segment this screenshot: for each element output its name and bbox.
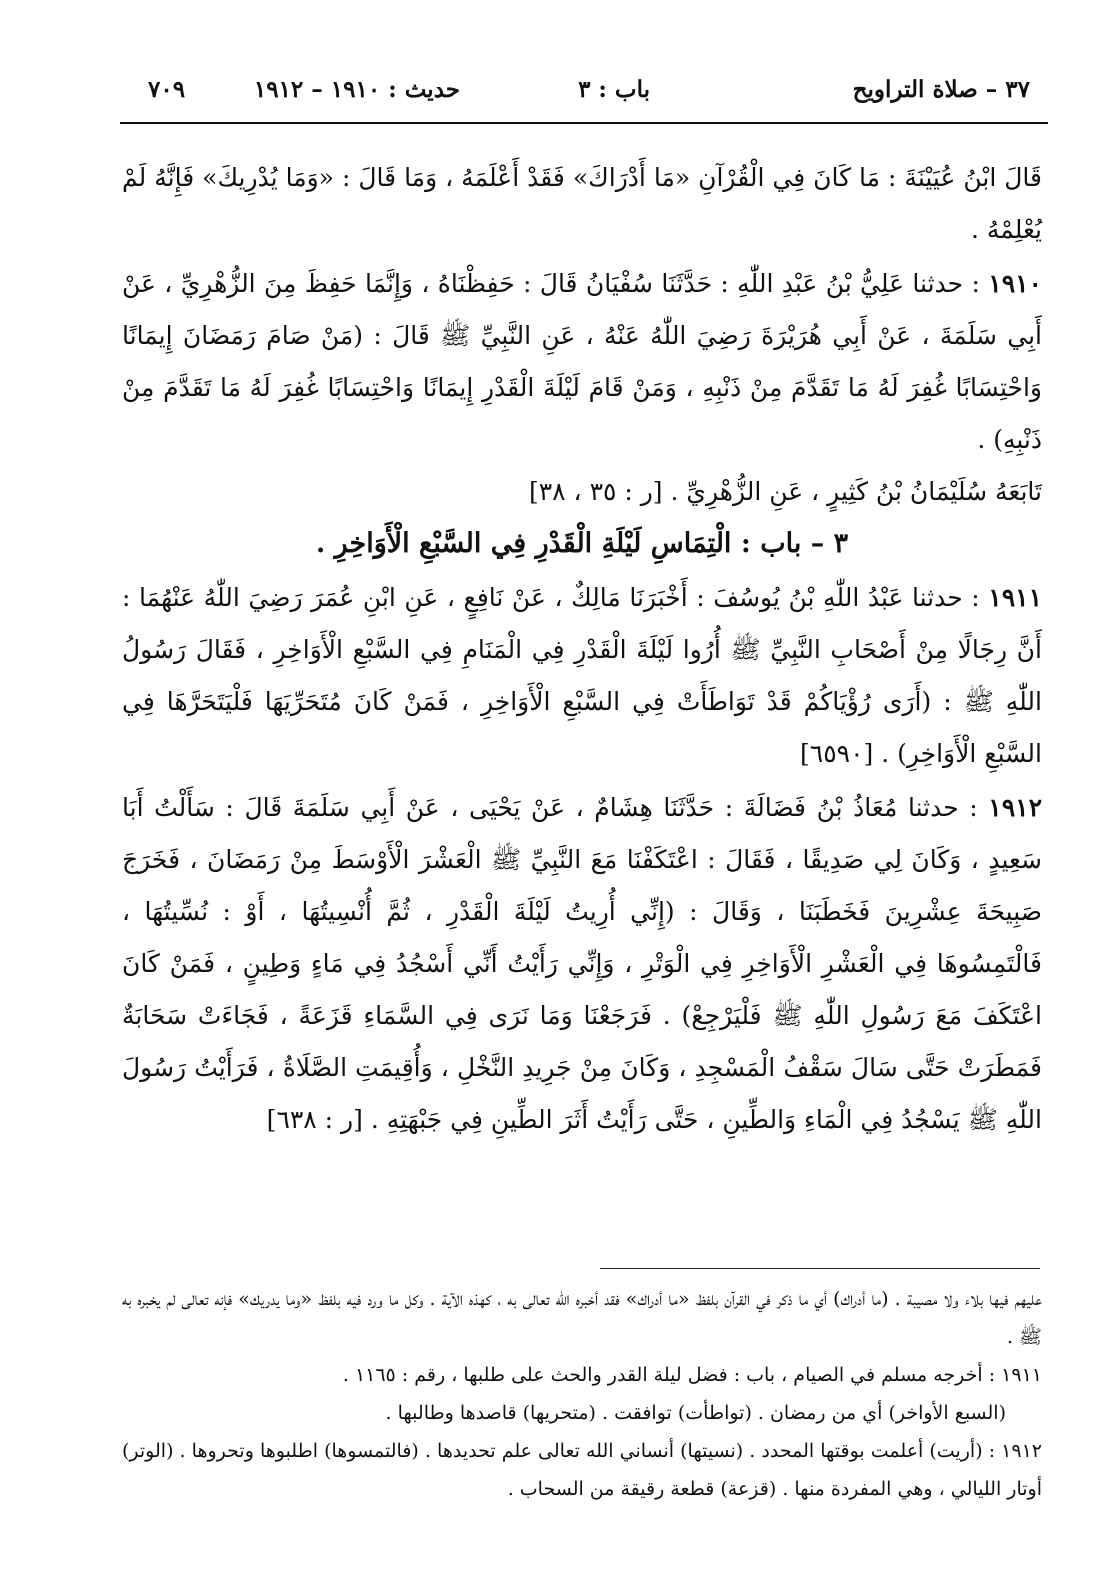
mutaba-text: تَابَعَهُ سُلَيْمَانُ بْنُ كَثِيرٍ ، عَنِ الزُّهْرِيِّ . (670, 477, 1042, 506)
cross-reference: [ر : ٣٥ ، ٣٨] (528, 477, 663, 506)
footnote-divider (600, 1268, 1040, 1269)
header-hadith-range: حديث : ١٩١٠ – ١٩١٢ (253, 76, 460, 103)
cross-reference: [٦٥٩٠] (800, 739, 874, 768)
hadith-1911 (122, 572, 1042, 780)
running-header (120, 70, 1050, 110)
footnote-1911-glossary: (السبع الأواخر) أي من رمضان . (تواطأت) توافقت . (متحريها) قاصدها وطالبها . (385, 1402, 1006, 1424)
bab-title: ٣ – باب : الْتِمَاسِ لَيْلَةِ الْقَدْرِ فِي السَّبْعِ الْأَوَاخِرِ . (315, 528, 849, 559)
hadith-text: : حدثنا مُعَاذُ بْنُ فَضَالَةَ : حَدَّثَنَا هِشَامٌ ، عَنْ يَحْيَى ، عَنْ أَبِي سَلَمَةَ قَالَ : سَأَلْتُ أَبَا سَعِيدٍ ، وَكَانَ لِي صَدِيقًا ، فَقَالَ : اعْتَكَفْنَا مَعَ النَّبِيِّ ﷺ الْعَشْرَ الْأَوْسَطَ مِنْ رَمَضَانَ ، فَخَرَجَ صَبِيحَةَ عِشْرِينَ فَخَطَبَنَا ، وَقَالَ : (إِنِّي أُرِيتُ لَيْلَةَ الْقَدْرِ ، ثُمَّ أُنْسِيتُهَا ، أَوْ : نُسِّيتُهَا ، فَالْتَمِسُوهَا فِي الْعَشْرِ الْأَوَاخِرِ فِي الْوَتْرِ ، وَإِنِّي رَأَيْتُ أَنِّي أَسْجُدُ فِي مَاءٍ وَطِينٍ ، فَمَنْ كَانَ اعْتَكَفَ مَعَ رَسُولِ اللّٰهِ ﷺ فَلْيَرْجِعْ) . فَرَجَعْنَا وَمَا نَرَى فِي السَّمَاءِ قَزَعَةً ، فَجَاءَتْ سَحَابَةٌ فَمَطَرَتْ حَتَّى سَالَ سَقْفُ الْمَسْجِدِ ، وَكَانَ مِنْ جَرِيدِ النَّخْلِ ، وَأُقِيمَتِ الصَّلَاةُ ، فَرَأَيْتُ رَسُولَ اللّٰهِ ﷺ يَسْجُدُ فِي الْمَاءِ وَالطِّينِ ، حَتَّى رَأَيْتُ أَثَرَ الطِّينِ فِي جَبْهَتِهِ . (122, 793, 1043, 1134)
hadith-text: : حدثنا عَلِيُّ بْنُ عَبْدِ اللّٰهِ : حَدَّثَنَا سُفْيَانُ قَالَ : حَفِظْنَاهُ ، وَإِنَّمَا حَفِظَ مِنَ الزُّهْرِيِّ ، عَنْ أَبِي سَلَمَةَ ، عَنْ أَبِي هُرَيْرَةَ رَضِيَ اللّٰهُ عَنْهُ ، عَنِ النَّبِيِّ ﷺ قَالَ : (مَنْ صَامَ رَمَضَانَ إِيمَانًا وَاحْتِسَابًا غُفِرَ لَهُ مَا تَقَدَّمَ مِنْ ذَنْبِهِ ، وَمَنْ قَامَ لَيْلَةَ الْقَدْرِ إِيمَانًا وَاحْتِسَابًا غُفِرَ لَهُ مَا تَقَدَّمَ مِنْ ذَنْبِهِ) . (122, 269, 1042, 454)
footnote-continuation: عليهم فيها بلاء ولا مصيبة . (ما أدراك) أي ما ذكر في القرآن بلفظ «ما أدراك» فقد أخبره الله تعالى به ، كهذه الآية . وكل ما ورد فيه بلفظ «وما يدريك» فإنه تعالى لم يخبره به ﷺ . (122, 1288, 1042, 1348)
footnote-1912: ١٩١٢ : (أريت) أعلمت بوقتها المحدد . (نسيتها) أنساني الله تعالى علم تحديدها . (فالتمسوها) اطلبوها وتحروها . (الوتر) أوتار الليالي ، وهي المفردة منها . (قزعة) قطعة رقيقة من السحاب . (122, 1440, 1042, 1500)
page-number: ٧٠٩ (148, 76, 186, 103)
main-text (122, 152, 1042, 1146)
footnotes (122, 1280, 1042, 1508)
footnote-1911: ١٩١١ : أخرجه مسلم في الصيام ، باب : فضل ليلة القدر والحث على طلبها ، رقم : ١١٦٥ . (342, 1364, 1042, 1386)
header-bab-number: باب : ٣ (578, 76, 650, 103)
header-divider (120, 122, 1048, 124)
hadith-number: ١٩١٢ (988, 793, 1042, 822)
hadith-number: ١٩١١ (988, 583, 1043, 612)
header-chapter-title: ٣٧ – صلاة التراويح (852, 76, 1030, 103)
hadith-1912 (122, 782, 1042, 1146)
hadith-number: ١٩١٠ (988, 269, 1042, 298)
hadith-1910 (122, 258, 1042, 466)
cross-reference: [ر : ٦٣٨] (266, 1105, 363, 1134)
mutaba-line (122, 466, 1042, 518)
intro-paragraph: قَالَ ابْنُ عُيَيْنَةَ : مَا كَانَ فِي الْقُرْآنِ «مَا أَدْرَاكَ» فَقَدْ أَعْلَمَهُ ، وَمَا قَالَ : «وَمَا يُدْرِيكَ» فَإِنَّهُ لَمْ يُعْلِمْهُ . (122, 163, 1042, 244)
hadith-text: : حدثنا عَبْدُ اللّٰهِ بْنُ يُوسُفَ : أَخْبَرَنَا مَالِكٌ ، عَنْ نَافِعٍ ، عَنِ ابْنِ عُمَرَ رَضِيَ اللّٰهُ عَنْهُمَا : أَنَّ رِجَالًا مِنْ أَصْحَابِ النَّبِيِّ ﷺ أُرُوا لَيْلَةَ الْقَدْرِ فِي الْمَنَامِ فِي السَّبْعِ الْأَوَاخِرِ ، فَقَالَ رَسُولُ اللّٰهِ ﷺ : (أَرَى رُؤْيَاكُمْ قَدْ تَوَاطَأَتْ فِي السَّبْعِ الْأَوَاخِرِ ، فَمَنْ كَانَ مُتَحَرِّيَهَا فَلْيَتَحَرَّهَا فِي السَّبْعِ الْأَوَاخِرِ) . (122, 583, 1042, 768)
